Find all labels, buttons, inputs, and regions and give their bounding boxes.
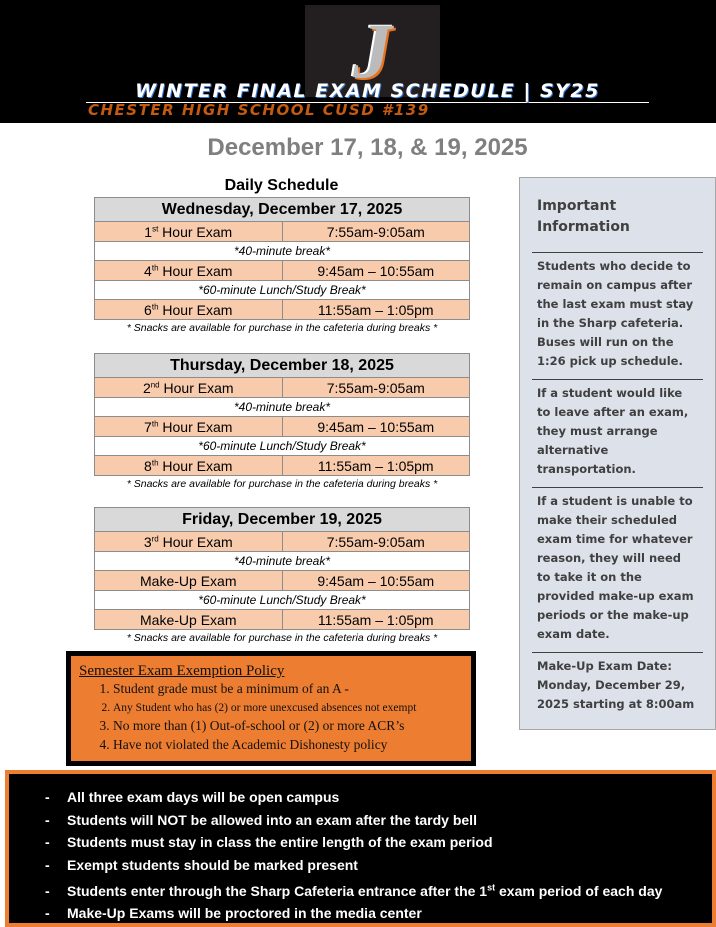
exam-name <box>95 571 283 591</box>
day-schedule <box>94 353 470 492</box>
exam-time: 11:55am – 1:05pm <box>282 610 470 630</box>
exam-row <box>95 222 470 242</box>
exam-time: 11:55am – 1:05pm <box>282 300 470 320</box>
exam-dates-heading: December 17, 18, & 19, 2025 <box>207 134 528 161</box>
rule-text: Make-Up Exams will be proctored in the media center <box>67 905 422 922</box>
schedule-title: WINTER FINAL EXAM SCHEDULE | SY25 <box>86 80 649 103</box>
break-text: *60-minute Lunch/Study Break* <box>95 437 470 456</box>
break-row <box>95 242 470 261</box>
header-banner <box>0 0 716 123</box>
exam-hour: 3 <box>143 533 152 550</box>
exam-hour: 4 <box>144 262 152 279</box>
exam-hour: 8 <box>144 457 152 474</box>
rule-text: Students will NOT be allowed into an exam after the tardy bell <box>67 811 477 828</box>
policy-item: 1. Student grade must be a minimum of an A - <box>113 680 463 699</box>
break-row <box>95 591 470 610</box>
break-row <box>95 281 470 300</box>
exam-row <box>95 300 470 320</box>
exam-label: Hour Exam <box>158 301 233 318</box>
break-row <box>95 437 470 456</box>
exam-label: Make-Up Exam <box>140 572 237 589</box>
exam-hour: 7 <box>144 418 152 435</box>
info-paragraph: If a student is unable to make their scheduled exam time for whatever reason, they will need to take it on the provided make-up exam periods or the make-up exam date. <box>532 488 703 653</box>
school-logo: J <box>305 5 440 97</box>
info-paragraph: If a student would like to leave after an exam, they must arrange alternative transportation. <box>532 380 703 488</box>
exam-name <box>95 610 283 630</box>
exam-name <box>95 300 283 320</box>
rule-text: Students must stay in class the entire length of the exam period <box>67 834 493 850</box>
exam-label: Hour Exam <box>158 533 233 550</box>
makeup-date: Make-Up Exam Date: Monday, December 29, 2025 starting at 8:00am <box>537 659 695 711</box>
snack-note: * Snacks are available for purchase in the cafeteria during breaks * <box>126 632 438 644</box>
break-text: *40-minute break* <box>95 242 470 261</box>
rule-item: - Students will NOT be allowed into an exam after the tardy bell <box>45 811 477 828</box>
ordinal-suffix: th <box>151 262 159 272</box>
exam-hour: 2 <box>142 379 151 396</box>
exam-name <box>95 378 283 398</box>
exam-row <box>95 417 470 437</box>
policy-item: 4. Have not violated the Academic Dishonesty policy <box>113 736 463 755</box>
exam-name <box>95 532 283 552</box>
exam-label: Hour Exam <box>158 223 233 240</box>
rule-text: Exempt students should be marked present <box>67 856 358 873</box>
rule-item: - Students enter through the Sharp Cafeteria entrance after the 1st exam period of each day <box>45 882 663 899</box>
exam-label: Make-Up Exam <box>140 611 237 628</box>
exam-row <box>95 456 470 476</box>
schedule-table <box>94 197 470 320</box>
break-row <box>95 398 470 417</box>
school-name: CHESTER HIGH SCHOOL CUSD #139 <box>88 101 430 119</box>
rule-item: - Make-Up Exams will be proctored in the media center <box>45 905 422 922</box>
rule-item: - Students must stay in class the entire length of the exam period <box>45 834 493 850</box>
schedule-table <box>94 353 470 476</box>
ordinal-suffix: st <box>152 223 159 233</box>
exam-time: 7:55am-9:05am <box>282 222 470 242</box>
exemption-policy-box <box>66 651 476 766</box>
exam-row <box>95 261 470 281</box>
rules-box <box>5 770 716 927</box>
break-row <box>95 552 470 571</box>
exam-time: 11:55am – 1:05pm <box>282 456 470 476</box>
exam-name <box>95 261 283 281</box>
break-text: *40-minute break* <box>95 398 470 417</box>
exam-time: 9:45am – 10:55am <box>282 261 470 281</box>
exam-hour: 6 <box>144 301 152 318</box>
exam-label: Hour Exam <box>159 379 234 396</box>
exam-label: Hour Exam <box>158 262 233 279</box>
exam-name <box>95 417 283 437</box>
rule-item: - Exempt students should be marked present <box>45 856 358 873</box>
important-info-panel <box>519 177 716 730</box>
rule-item: - All three exam days will be open campus <box>45 789 340 805</box>
info-title: Important Information <box>532 178 703 253</box>
ordinal-suffix: th <box>151 418 159 428</box>
rule-text: All three exam days will be open campus <box>67 789 340 805</box>
exam-row <box>95 378 470 398</box>
break-text: *40-minute break* <box>95 552 470 571</box>
snack-note: * Snacks are available for purchase in the cafeteria during breaks * <box>126 478 438 490</box>
ordinal-suffix: nd <box>150 379 160 389</box>
day-title: Thursday, December 18, 2025 <box>95 354 470 378</box>
exam-time: 9:45am – 10:55am <box>282 571 470 591</box>
exam-row <box>95 532 470 552</box>
day-title: Friday, December 19, 2025 <box>95 508 470 532</box>
info-paragraph: Students who decide to remain on campus after the last exam must stay in the Sharp cafeteria. Buses will run on the 1:26 pick up schedule. <box>532 253 703 380</box>
exam-label: Hour Exam <box>158 457 233 474</box>
snack-note: * Snacks are available for purchase in the cafeteria during breaks * <box>126 322 438 334</box>
schedule-table <box>94 507 470 630</box>
exam-name <box>95 456 283 476</box>
day-schedule <box>94 197 470 336</box>
ordinal-suffix: rd <box>151 533 159 543</box>
exam-row <box>95 610 470 630</box>
policy-item: 2. Any Student who has (2) or more unexcused absences not exempt <box>113 699 463 718</box>
ordinal-suffix: th <box>151 301 159 311</box>
policy-item: 3. No more than (1) Out-of-school or (2) or more ACR’s <box>113 717 463 736</box>
day-title: Wednesday, December 17, 2025 <box>95 198 470 222</box>
day-schedule <box>94 507 470 646</box>
exam-name <box>95 222 283 242</box>
daily-schedule-title: Daily Schedule <box>224 177 339 194</box>
exam-time: 9:45am – 10:55am <box>282 417 470 437</box>
rule-text: Students enter through the Sharp Cafeteria entrance after the 1st exam period of each day <box>67 882 663 899</box>
ordinal-suffix: th <box>151 457 159 467</box>
exam-time: 7:55am-9:05am <box>282 378 470 398</box>
exam-row <box>95 571 470 591</box>
break-text: *60-minute Lunch/Study Break* <box>95 281 470 300</box>
exam-time: 7:55am-9:05am <box>282 532 470 552</box>
exam-hour: 1 <box>144 223 153 240</box>
policy-title: Semester Exam Exemption Policy <box>79 663 285 679</box>
break-text: *60-minute Lunch/Study Break* <box>95 591 470 610</box>
exam-label: Hour Exam <box>158 418 233 435</box>
